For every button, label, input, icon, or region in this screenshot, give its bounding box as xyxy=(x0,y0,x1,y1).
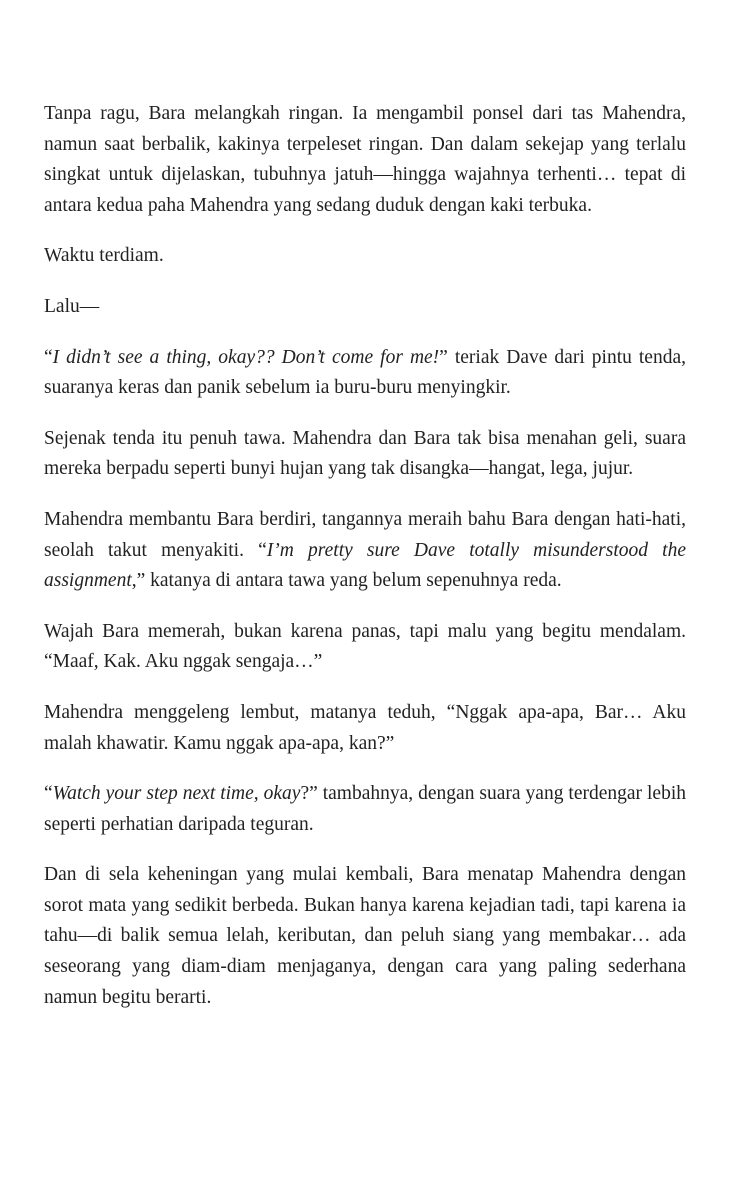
paragraph-8 xyxy=(44,698,686,759)
paragraph-5 xyxy=(44,424,686,485)
story-page xyxy=(44,99,686,1033)
paragraph-text: ?” tambahnya, dengan suara yang terdengar lebih seperti perhatian daripada teguran. xyxy=(44,783,686,835)
paragraph-text: Wajah Bara memerah, bukan karena panas, tapi malu yang begitu mendalam. “Maaf, Kak. Aku nggak sengaja…” xyxy=(44,620,686,673)
paragraph-text: Dan di sela keheningan yang mulai kembali, Bara menatap Mahendra dengan sorot mata yang sedikit berbeda. Bukan hanya karena kejadian tadi, tapi karena ia tahu—di balik semua lelah, keributan, dan peluh siang yang membakar… ada seseorang yang diam-diam menjaganya, dengan cara yang paling sederhana namun begitu berarti. xyxy=(44,864,686,1008)
paragraph-7 xyxy=(44,617,686,678)
paragraph-10 xyxy=(44,860,686,1013)
paragraph-text: Mahendra membantu Bara berdiri, tangannya meraih bahu Bara dengan hati-hati, seolah takut menyakiti. “ xyxy=(44,508,686,561)
paragraph-text: ,” katanya di antara tawa yang belum sepenuhnya reda. xyxy=(131,570,562,592)
paragraph-text: ” teriak Dave dari pintu tenda, suaranya keras dan panik sebelum ia buru-buru menyingkir. xyxy=(44,346,686,399)
paragraph-3 xyxy=(44,292,686,323)
paragraph-text: Mahendra menggeleng lembut, matanya teduh, “Nggak apa-apa, Bar… Aku malah khawatir. Kamu nggak apa-apa, kan?” xyxy=(44,701,686,754)
paragraph-text: Waktu terdiam. xyxy=(44,245,164,267)
paragraph-2 xyxy=(44,241,686,272)
quote-mark: “ xyxy=(44,783,53,805)
paragraph-text: Tanpa ragu, Bara melangkah ringan. Ia mengambil ponsel dari tas Mahendra, namun saat berbalik, kakinya terpeleset ringan. Dan dalam sekejap yang terlalu singkat untuk dijelaskan, tubuhnya jatuh—hingga wajahnya terhenti… tepat di antara kedua paha Mahendra yang sedang duduk dengan kaki terbuka. xyxy=(44,103,686,216)
italic-dialogue: I didn’t see a thing, okay?? Don’t come for me! xyxy=(52,346,440,368)
italic-dialogue: I’m pretty sure Dave totally misunderstood the assignment xyxy=(44,539,686,592)
italic-dialogue: Watch your step next time, okay xyxy=(52,783,301,805)
paragraph-6 xyxy=(44,505,686,597)
quote-mark: “ xyxy=(44,346,53,368)
paragraph-4 xyxy=(44,343,686,404)
paragraph-text: Sejenak tenda itu penuh tawa. Mahendra dan Bara tak bisa menahan geli, suara mereka berpadu seperti bunyi hujan yang tak disangka—hangat, lega, jujur. xyxy=(44,427,686,480)
paragraph-9 xyxy=(44,779,686,840)
paragraph-1 xyxy=(44,99,686,221)
paragraph-text: Lalu— xyxy=(44,295,100,317)
